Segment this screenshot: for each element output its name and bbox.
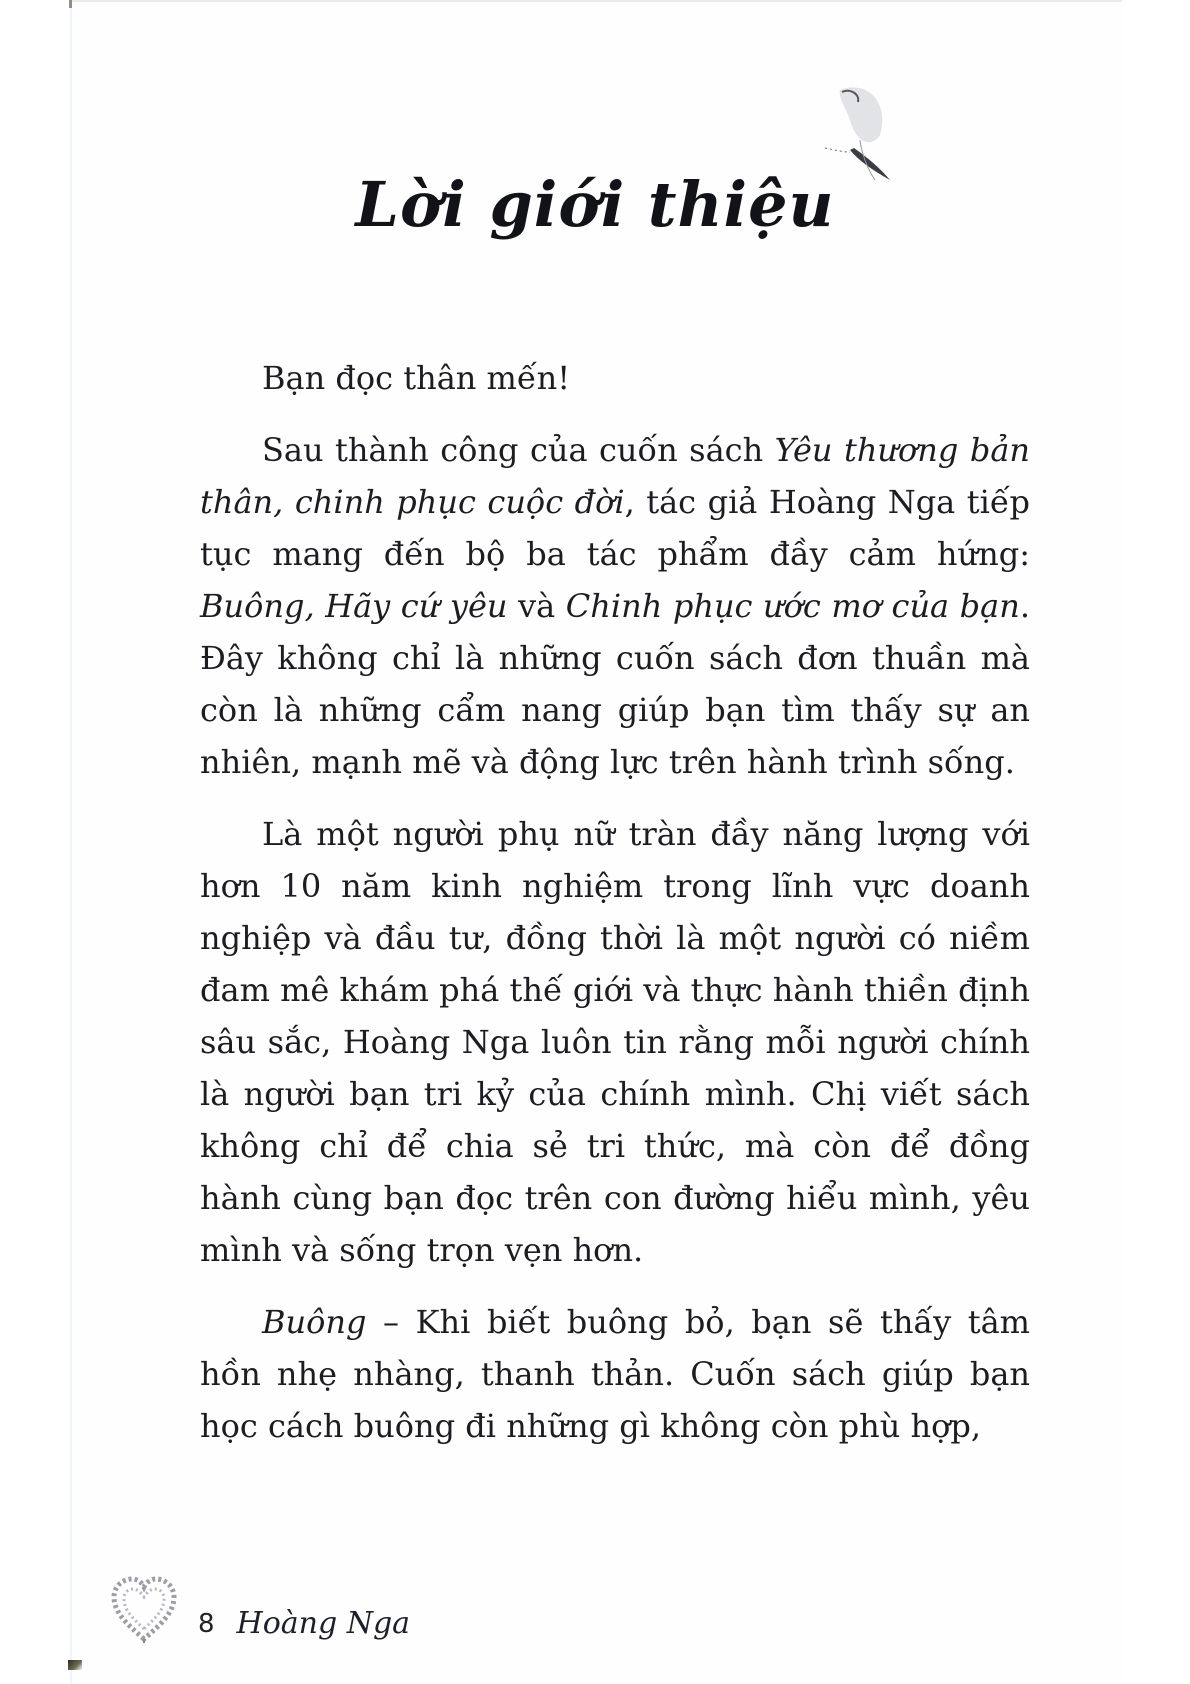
running-author: Hoàng Nga [236, 1606, 411, 1641]
heart-icon [108, 1573, 180, 1645]
scan-corner-mark [68, 1660, 82, 1670]
book-title: Yêu thương bản thân, chinh phục cuộc đời [200, 431, 1031, 521]
page-footer [108, 1565, 410, 1645]
paragraph-2: Là một người phụ nữ tràn đầy năng lượng với hơn 10 năm kinh nghiệm trong lĩnh vực doanh nghiệp và đầu tư, đồng thời là một người có niềm đam mê khám phá thế giới và thực hành thiền định sâu sắc, Hoàng Nga luôn tin rằng mỗi người chính là người bạn tri kỷ của chính mình. Chị viết sách không chỉ để chia sẻ tri thức, mà còn để đồng hành cùng bạn đọc trên con đường hiểu mình, yêu mình và sống trọn vẹn hơn. [200, 815, 1030, 1269]
paragraph-3: Buông – Khi biết buông bỏ, bạn sẽ thấy tâm hồn nhẹ nhàng, thanh thản. Cuốn sách giúp bạn học cách buông đi những gì không còn phù hợp, [200, 1303, 1030, 1445]
book-title: Buông [262, 1303, 367, 1341]
greeting: Bạn đọc thân mến! [262, 359, 571, 397]
page-number: 8 [198, 1609, 215, 1639]
page-title: Lời giới thiệu [355, 168, 835, 241]
scan-top-edge [72, 0, 1122, 2]
paragraph-1: Sau thành công của cuốn sách Yêu thương bản thân, chinh phục cuộc đời, tác giả Hoàng Nga tiếp tục mang đến bộ ba tác phẩm đầy cảm hứng: Buông, Hãy cứ yêu và Chinh phục ước mơ của bạn. Đây không chỉ là những cuốn sách đơn thuần mà còn là những cẩm nang giúp bạn tìm thấy sự an nhiên, mạnh mẽ và động lực trên hành trình sống. [200, 431, 1031, 781]
book-title: Chinh phục ước mơ của bạn [565, 587, 1020, 625]
body-text [200, 352, 1030, 1472]
book-title: Buông, Hãy cứ yêu [200, 587, 508, 625]
